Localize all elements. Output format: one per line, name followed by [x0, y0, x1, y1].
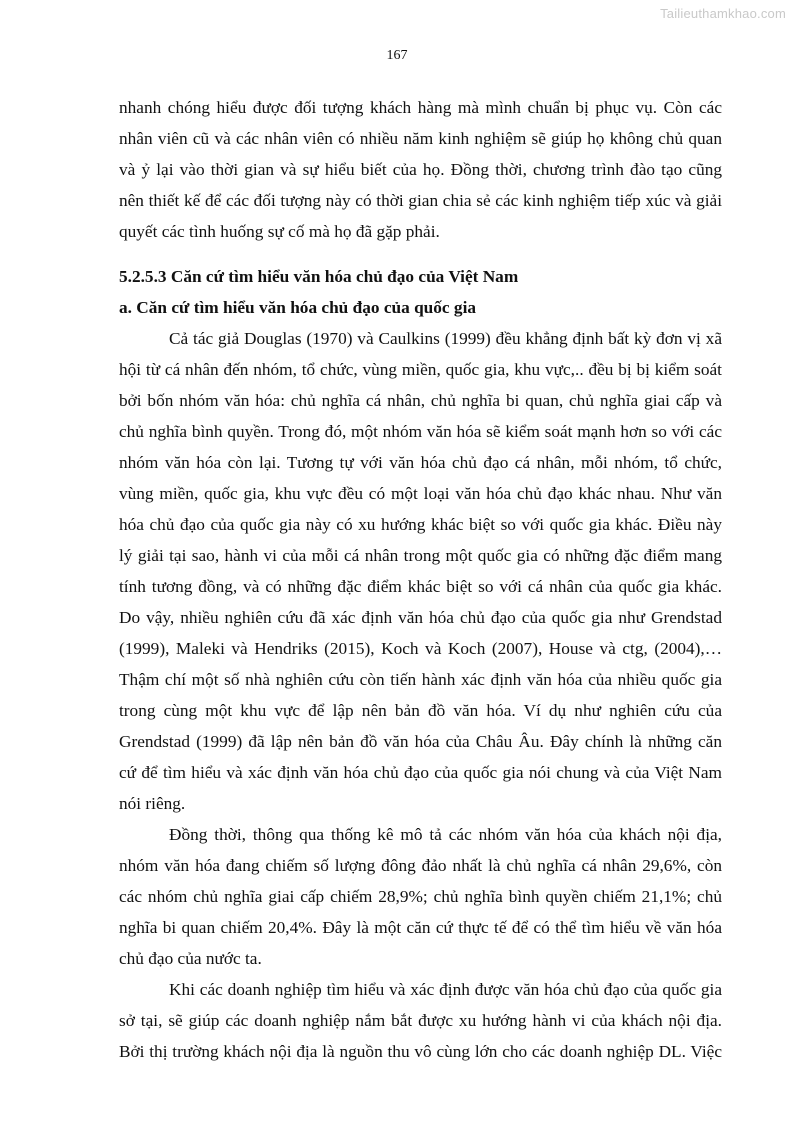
paragraph-line: nhóm văn hóa còn lại. Tương tự với văn hóa chủ đạo cá nhân, mỗi nhóm, tổ chức, [119, 453, 722, 472]
paragraph-line: hội từ cá nhân đến nhóm, tổ chức, vùng miền, quốc gia, khu vực,.. đều bị bị kiểm soát [119, 360, 722, 379]
paragraph-line: Bởi thị trường khách nội địa là nguồn thu vô cùng lớn cho các doanh nghiệp DL. Việc [119, 1042, 722, 1061]
paragraph-line: trong cùng một khu vực để lập nên bản đồ văn hóa. Ví dụ như nghiên cứu của [119, 701, 722, 720]
paragraph-line: lý giải tại sao, hành vi của mỗi cá nhân trong một quốc gia có những đặc điểm mang [119, 546, 722, 565]
paragraph-line: tính tương đồng, và có những đặc điểm khác biệt so với cá nhân của quốc gia khác. [119, 577, 722, 596]
paragraph-1 [119, 92, 722, 247]
paragraph-4 [119, 974, 722, 1067]
paragraph-2 [119, 323, 722, 819]
paragraph-line: Khi các doanh nghiệp tìm hiểu và xác định được văn hóa chủ đạo của quốc gia [169, 980, 722, 999]
paragraph-line: và ỷ lại vào thời gian và sự hiểu biết của họ. Đồng thời, chương trình đào tạo cũng [119, 160, 722, 179]
paragraph-line: hóa chủ đạo của quốc gia này có xu hướng khác biệt so với quốc gia khác. Điều này [119, 515, 722, 534]
paragraph-line: Cả tác giả Douglas (1970) và Caulkins (1999) đều khẳng định bất kỳ đơn vị xã [169, 329, 722, 348]
paragraph-line: vùng miền, quốc gia, khu vực đều có một loại văn hóa chủ đạo khác nhau. Như văn [119, 484, 722, 503]
paragraph-line: sở tại, sẽ giúp các doanh nghiệp nắm bắt được xu hướng hành vi của khách nội địa. [119, 1011, 722, 1030]
document-body [119, 92, 722, 1067]
paragraph-line: nghĩa bi quan chiếm 20,4%. Đây là một căn cứ thực tế để có thể tìm hiểu về văn hóa [119, 918, 722, 937]
spacer [119, 247, 722, 261]
paragraph-line: nhanh chóng hiểu được đối tượng khách hàng mà mình chuẩn bị phục vụ. Còn các [119, 98, 722, 117]
paragraph-line: Thậm chí một số nhà nghiên cứu còn tiến hành xác định văn hóa của nhiều quốc gia [119, 670, 722, 689]
paragraph-line: cứ để tìm hiểu và xác định văn hóa chủ đạo của quốc gia nói chung và của Việt Nam [119, 763, 722, 782]
paragraph-line: chủ đạo của nước ta. [119, 949, 262, 968]
paragraph-line: chủ nghĩa bình quyền. Trong đó, một nhóm văn hóa sẽ kiểm soát mạnh hơn so với các [119, 422, 722, 441]
paragraph-line: bởi bốn nhóm văn hóa: chủ nghĩa cá nhân, chủ nghĩa bi quan, chủ nghĩa giai cấp và [119, 391, 722, 410]
paragraph-3 [119, 819, 722, 974]
section-heading: 5.2.5.3 Căn cứ tìm hiểu văn hóa chủ đạo của Việt Nam [119, 267, 519, 286]
paragraph-line: Grendstad (1999) đã lập nên bản đồ văn hóa của Châu Âu. Đây chính là những căn [119, 732, 722, 751]
paragraph-line: các nhóm chủ nghĩa giai cấp chiếm 28,9%; chủ nghĩa bình quyền chiếm 21,1%; chủ [119, 887, 722, 906]
page-number: 167 [386, 48, 408, 63]
paragraph-line: (1999), Maleki và Hendriks (2015), Koch và Koch (2007), House và ctg, (2004),… [119, 639, 722, 658]
paragraph-line: Do vậy, nhiều nghiên cứu đã xác định văn hóa chủ đạo của quốc gia như Grendstad [119, 608, 722, 627]
paragraph-line: nhóm văn hóa đang chiếm số lượng đông đảo nhất là chủ nghĩa cá nhân 29,6%, còn [119, 856, 722, 875]
paragraph-line: Đồng thời, thông qua thống kê mô tả các nhóm văn hóa của khách nội địa, [169, 825, 722, 844]
paragraph-line: nói riêng. [119, 794, 186, 813]
watermark-text: Tailieuthamkhao.com [660, 6, 786, 21]
paragraph-line: nên thiết kế để các đối tượng này có thời gian chia sẻ các kinh nghiệm tiếp xúc và giải [119, 191, 722, 210]
paragraph-line: nhân viên cũ và các nhân viên có nhiều năm kinh nghiệm sẽ giúp họ không chủ quan [119, 129, 722, 148]
subsection-heading: a. Căn cứ tìm hiểu văn hóa chủ đạo của quốc gia [119, 298, 477, 317]
paragraph-line: quyết các tình huống sự cố mà họ đã gặp phải. [119, 222, 440, 241]
